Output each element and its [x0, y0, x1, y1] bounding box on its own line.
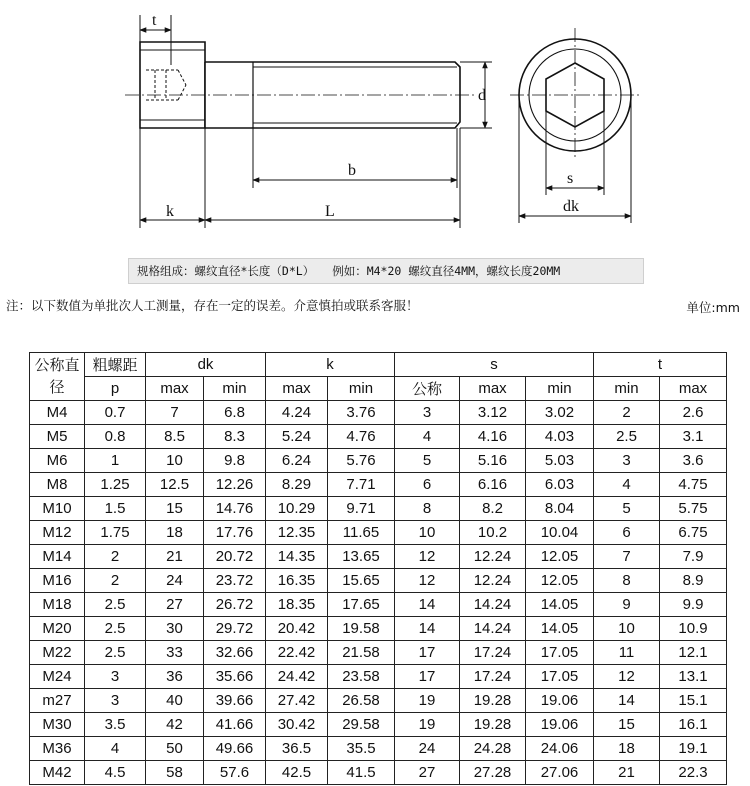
unit-label: 单位:mm	[686, 300, 740, 315]
cell-dk-min: 26.72	[204, 593, 266, 617]
cell-s-max: 19.28	[460, 713, 526, 737]
cell-t-max: 4.75	[660, 473, 727, 497]
cell-t-min: 3	[594, 449, 660, 473]
cell-dk-min: 9.8	[204, 449, 266, 473]
header-coarse-pitch: 粗螺距	[85, 353, 146, 377]
cell-k-max: 5.24	[266, 425, 328, 449]
cell-k-max: 6.24	[266, 449, 328, 473]
header-dk-max: max	[146, 377, 204, 401]
table-row	[30, 665, 727, 689]
cell-t-min: 21	[594, 761, 660, 785]
cell-t-min: 14	[594, 689, 660, 713]
cell-dk-max: 10	[146, 449, 204, 473]
table-subheader-row	[30, 377, 727, 401]
cell-k-max: 36.5	[266, 737, 328, 761]
table-row	[30, 497, 727, 521]
cell-dk-min: 8.3	[204, 425, 266, 449]
cell-s-nominal: 6	[395, 473, 460, 497]
cell-s-nominal: 19	[395, 689, 460, 713]
header-p: p	[85, 377, 146, 401]
label-s: s	[567, 170, 574, 187]
cell-pitch: 2.5	[85, 641, 146, 665]
cell-size: M20	[30, 617, 85, 641]
cell-s-min: 5.03	[526, 449, 594, 473]
cell-dk-min: 39.66	[204, 689, 266, 713]
cell-dk-min: 12.26	[204, 473, 266, 497]
cell-size: M24	[30, 665, 85, 689]
cell-k-max: 16.35	[266, 569, 328, 593]
cell-s-max: 14.24	[460, 593, 526, 617]
cell-s-nominal: 14	[395, 617, 460, 641]
cell-size: M36	[30, 737, 85, 761]
cell-s-max: 17.24	[460, 641, 526, 665]
table-row	[30, 713, 727, 737]
table-row	[30, 689, 727, 713]
cell-k-max: 30.42	[266, 713, 328, 737]
cell-s-min: 17.05	[526, 641, 594, 665]
cell-t-min: 2	[594, 401, 660, 425]
cell-t-min: 10	[594, 617, 660, 641]
cell-pitch: 2.5	[85, 593, 146, 617]
header-nominal-diameter: 公称直径	[30, 353, 85, 401]
cell-t-max: 13.1	[660, 665, 727, 689]
cell-pitch: 1.5	[85, 497, 146, 521]
cell-t-max: 5.75	[660, 497, 727, 521]
cell-s-nominal: 12	[395, 545, 460, 569]
cell-t-max: 10.9	[660, 617, 727, 641]
dimension-b	[253, 128, 457, 188]
cell-k-min: 13.65	[328, 545, 395, 569]
cell-s-min: 12.05	[526, 569, 594, 593]
header-t: t	[594, 353, 727, 377]
header-dk-min: min	[204, 377, 266, 401]
cell-s-min: 17.05	[526, 665, 594, 689]
cell-pitch: 0.8	[85, 425, 146, 449]
cell-s-nominal: 4	[395, 425, 460, 449]
cell-dk-min: 29.72	[204, 617, 266, 641]
cell-k-max: 27.42	[266, 689, 328, 713]
cell-size: M8	[30, 473, 85, 497]
cell-dk-max: 30	[146, 617, 204, 641]
cell-s-max: 24.28	[460, 737, 526, 761]
cell-dk-max: 7	[146, 401, 204, 425]
cell-size: M10	[30, 497, 85, 521]
cell-t-max: 16.1	[660, 713, 727, 737]
cell-s-min: 14.05	[526, 593, 594, 617]
cell-dk-max: 40	[146, 689, 204, 713]
cell-k-max: 42.5	[266, 761, 328, 785]
cell-s-nominal: 27	[395, 761, 460, 785]
cell-s-min: 6.03	[526, 473, 594, 497]
cell-t-min: 4	[594, 473, 660, 497]
cell-t-min: 6	[594, 521, 660, 545]
cell-s-nominal: 17	[395, 665, 460, 689]
cell-t-min: 8	[594, 569, 660, 593]
cell-pitch: 2.5	[85, 617, 146, 641]
screw-technical-drawing	[0, 0, 750, 250]
label-L: L	[325, 203, 335, 220]
cell-dk-min: 32.66	[204, 641, 266, 665]
cell-s-max: 5.16	[460, 449, 526, 473]
table-row	[30, 617, 727, 641]
cell-dk-min: 41.66	[204, 713, 266, 737]
cell-dk-max: 24	[146, 569, 204, 593]
cell-dk-max: 18	[146, 521, 204, 545]
cell-dk-min: 49.66	[204, 737, 266, 761]
cell-t-min: 5	[594, 497, 660, 521]
cell-t-min: 11	[594, 641, 660, 665]
cell-s-min: 27.06	[526, 761, 594, 785]
cell-size: M18	[30, 593, 85, 617]
header-k: k	[266, 353, 395, 377]
cell-k-max: 8.29	[266, 473, 328, 497]
header-s: s	[395, 353, 594, 377]
cell-s-min: 10.04	[526, 521, 594, 545]
cell-k-min: 9.71	[328, 497, 395, 521]
cell-pitch: 4.5	[85, 761, 146, 785]
cell-k-max: 14.35	[266, 545, 328, 569]
cell-s-max: 17.24	[460, 665, 526, 689]
cell-size: M5	[30, 425, 85, 449]
cell-t-max: 22.3	[660, 761, 727, 785]
cell-s-max: 6.16	[460, 473, 526, 497]
label-t: t	[152, 12, 157, 29]
header-s-max: max	[460, 377, 526, 401]
table-row	[30, 641, 727, 665]
cell-k-min: 21.58	[328, 641, 395, 665]
cell-t-min: 7	[594, 545, 660, 569]
cell-s-min: 12.05	[526, 545, 594, 569]
cell-size: M30	[30, 713, 85, 737]
label-d: d	[478, 87, 486, 104]
cell-size: m27	[30, 689, 85, 713]
cell-k-max: 10.29	[266, 497, 328, 521]
cell-t-min: 2.5	[594, 425, 660, 449]
cell-s-nominal: 17	[395, 641, 460, 665]
cell-s-nominal: 10	[395, 521, 460, 545]
cell-size: M12	[30, 521, 85, 545]
table-header-row	[30, 353, 727, 377]
table-row	[30, 473, 727, 497]
cell-t-min: 15	[594, 713, 660, 737]
cell-k-max: 22.42	[266, 641, 328, 665]
cell-t-max: 19.1	[660, 737, 727, 761]
cell-pitch: 3	[85, 665, 146, 689]
table-row	[30, 425, 727, 449]
cell-k-min: 23.58	[328, 665, 395, 689]
cell-dk-min: 23.72	[204, 569, 266, 593]
cell-t-max: 3.1	[660, 425, 727, 449]
cell-k-max: 4.24	[266, 401, 328, 425]
cell-s-max: 12.24	[460, 569, 526, 593]
cell-s-nominal: 14	[395, 593, 460, 617]
header-s-min: min	[526, 377, 594, 401]
header-dk: dk	[146, 353, 266, 377]
cell-s-min: 19.06	[526, 713, 594, 737]
cell-dk-min: 17.76	[204, 521, 266, 545]
screw-side-view	[140, 42, 460, 128]
cell-pitch: 4	[85, 737, 146, 761]
cell-k-min: 3.76	[328, 401, 395, 425]
cell-k-min: 5.76	[328, 449, 395, 473]
cell-size: M16	[30, 569, 85, 593]
table-row	[30, 401, 727, 425]
cell-t-min: 12	[594, 665, 660, 689]
spec-example: 例如：M4*20 螺纹直径4MM，螺纹长度20MM	[332, 264, 561, 278]
cell-s-nominal: 24	[395, 737, 460, 761]
cell-size: M4	[30, 401, 85, 425]
cell-k-max: 18.35	[266, 593, 328, 617]
cell-dk-max: 42	[146, 713, 204, 737]
label-k: k	[166, 203, 174, 220]
cell-t-max: 3.6	[660, 449, 727, 473]
spec-composition: 规格组成：螺纹直径*长度（D*L）	[137, 264, 315, 278]
cell-s-nominal: 8	[395, 497, 460, 521]
header-s-nominal: 公称	[395, 377, 460, 401]
cell-t-min: 18	[594, 737, 660, 761]
cell-s-max: 14.24	[460, 617, 526, 641]
cell-t-max: 12.1	[660, 641, 727, 665]
cell-s-max: 27.28	[460, 761, 526, 785]
cell-pitch: 2	[85, 545, 146, 569]
header-k-max: max	[266, 377, 328, 401]
cell-s-min: 4.03	[526, 425, 594, 449]
cell-dk-max: 12.5	[146, 473, 204, 497]
cell-t-max: 8.9	[660, 569, 727, 593]
cell-t-max: 9.9	[660, 593, 727, 617]
cell-k-min: 35.5	[328, 737, 395, 761]
cell-pitch: 3	[85, 689, 146, 713]
cell-s-max: 19.28	[460, 689, 526, 713]
cell-s-max: 12.24	[460, 545, 526, 569]
cell-dk-max: 36	[146, 665, 204, 689]
cell-s-min: 8.04	[526, 497, 594, 521]
table-row	[30, 449, 727, 473]
cell-pitch: 1.75	[85, 521, 146, 545]
cell-dk-max: 8.5	[146, 425, 204, 449]
cell-k-min: 4.76	[328, 425, 395, 449]
cell-k-min: 17.65	[328, 593, 395, 617]
cell-k-max: 12.35	[266, 521, 328, 545]
label-dk: dk	[563, 198, 579, 215]
table-row	[30, 521, 727, 545]
cell-t-max: 7.9	[660, 545, 727, 569]
cell-dk-min: 57.6	[204, 761, 266, 785]
cell-dk-max: 21	[146, 545, 204, 569]
cell-s-max: 4.16	[460, 425, 526, 449]
measurement-note: 注：以下数值为单批次人工测量，存在一定的误差。介意慎拍或联系客服！	[6, 298, 419, 313]
header-k-min: min	[328, 377, 395, 401]
cell-s-min: 14.05	[526, 617, 594, 641]
spec-table-body	[30, 401, 727, 785]
cell-dk-max: 15	[146, 497, 204, 521]
cell-k-min: 7.71	[328, 473, 395, 497]
cell-s-max: 10.2	[460, 521, 526, 545]
cell-dk-min: 20.72	[204, 545, 266, 569]
cell-pitch: 3.5	[85, 713, 146, 737]
cell-s-min: 3.02	[526, 401, 594, 425]
cell-size: M14	[30, 545, 85, 569]
cell-t-min: 9	[594, 593, 660, 617]
spec-table	[29, 352, 727, 785]
cell-pitch: 2	[85, 569, 146, 593]
cell-s-max: 8.2	[460, 497, 526, 521]
cell-k-max: 20.42	[266, 617, 328, 641]
table-row	[30, 569, 727, 593]
cell-s-max: 3.12	[460, 401, 526, 425]
cell-dk-min: 35.66	[204, 665, 266, 689]
cell-k-min: 29.58	[328, 713, 395, 737]
cell-s-nominal: 3	[395, 401, 460, 425]
cell-k-min: 19.58	[328, 617, 395, 641]
cell-dk-max: 58	[146, 761, 204, 785]
header-t-max: max	[660, 377, 727, 401]
cell-s-nominal: 19	[395, 713, 460, 737]
table-row	[30, 737, 727, 761]
cell-k-min: 26.58	[328, 689, 395, 713]
cell-dk-min: 14.76	[204, 497, 266, 521]
cell-dk-max: 50	[146, 737, 204, 761]
cell-pitch: 0.7	[85, 401, 146, 425]
cell-t-max: 6.75	[660, 521, 727, 545]
cell-size: M6	[30, 449, 85, 473]
cell-t-max: 2.6	[660, 401, 727, 425]
cell-k-min: 41.5	[328, 761, 395, 785]
cell-t-max: 15.1	[660, 689, 727, 713]
dimension-k-L	[140, 128, 460, 228]
cell-dk-max: 27	[146, 593, 204, 617]
header-t-min: min	[594, 377, 660, 401]
cell-s-nominal: 5	[395, 449, 460, 473]
table-row	[30, 545, 727, 569]
cell-pitch: 1	[85, 449, 146, 473]
cell-k-min: 11.65	[328, 521, 395, 545]
cell-dk-min: 6.8	[204, 401, 266, 425]
cell-s-nominal: 12	[395, 569, 460, 593]
cell-size: M22	[30, 641, 85, 665]
cell-s-min: 19.06	[526, 689, 594, 713]
cell-size: M42	[30, 761, 85, 785]
spec-format-box	[128, 258, 644, 284]
cell-k-min: 15.65	[328, 569, 395, 593]
table-row	[30, 761, 727, 785]
cell-s-min: 24.06	[526, 737, 594, 761]
table-row	[30, 593, 727, 617]
cell-dk-max: 33	[146, 641, 204, 665]
cell-k-max: 24.42	[266, 665, 328, 689]
cell-pitch: 1.25	[85, 473, 146, 497]
label-b: b	[348, 162, 356, 179]
